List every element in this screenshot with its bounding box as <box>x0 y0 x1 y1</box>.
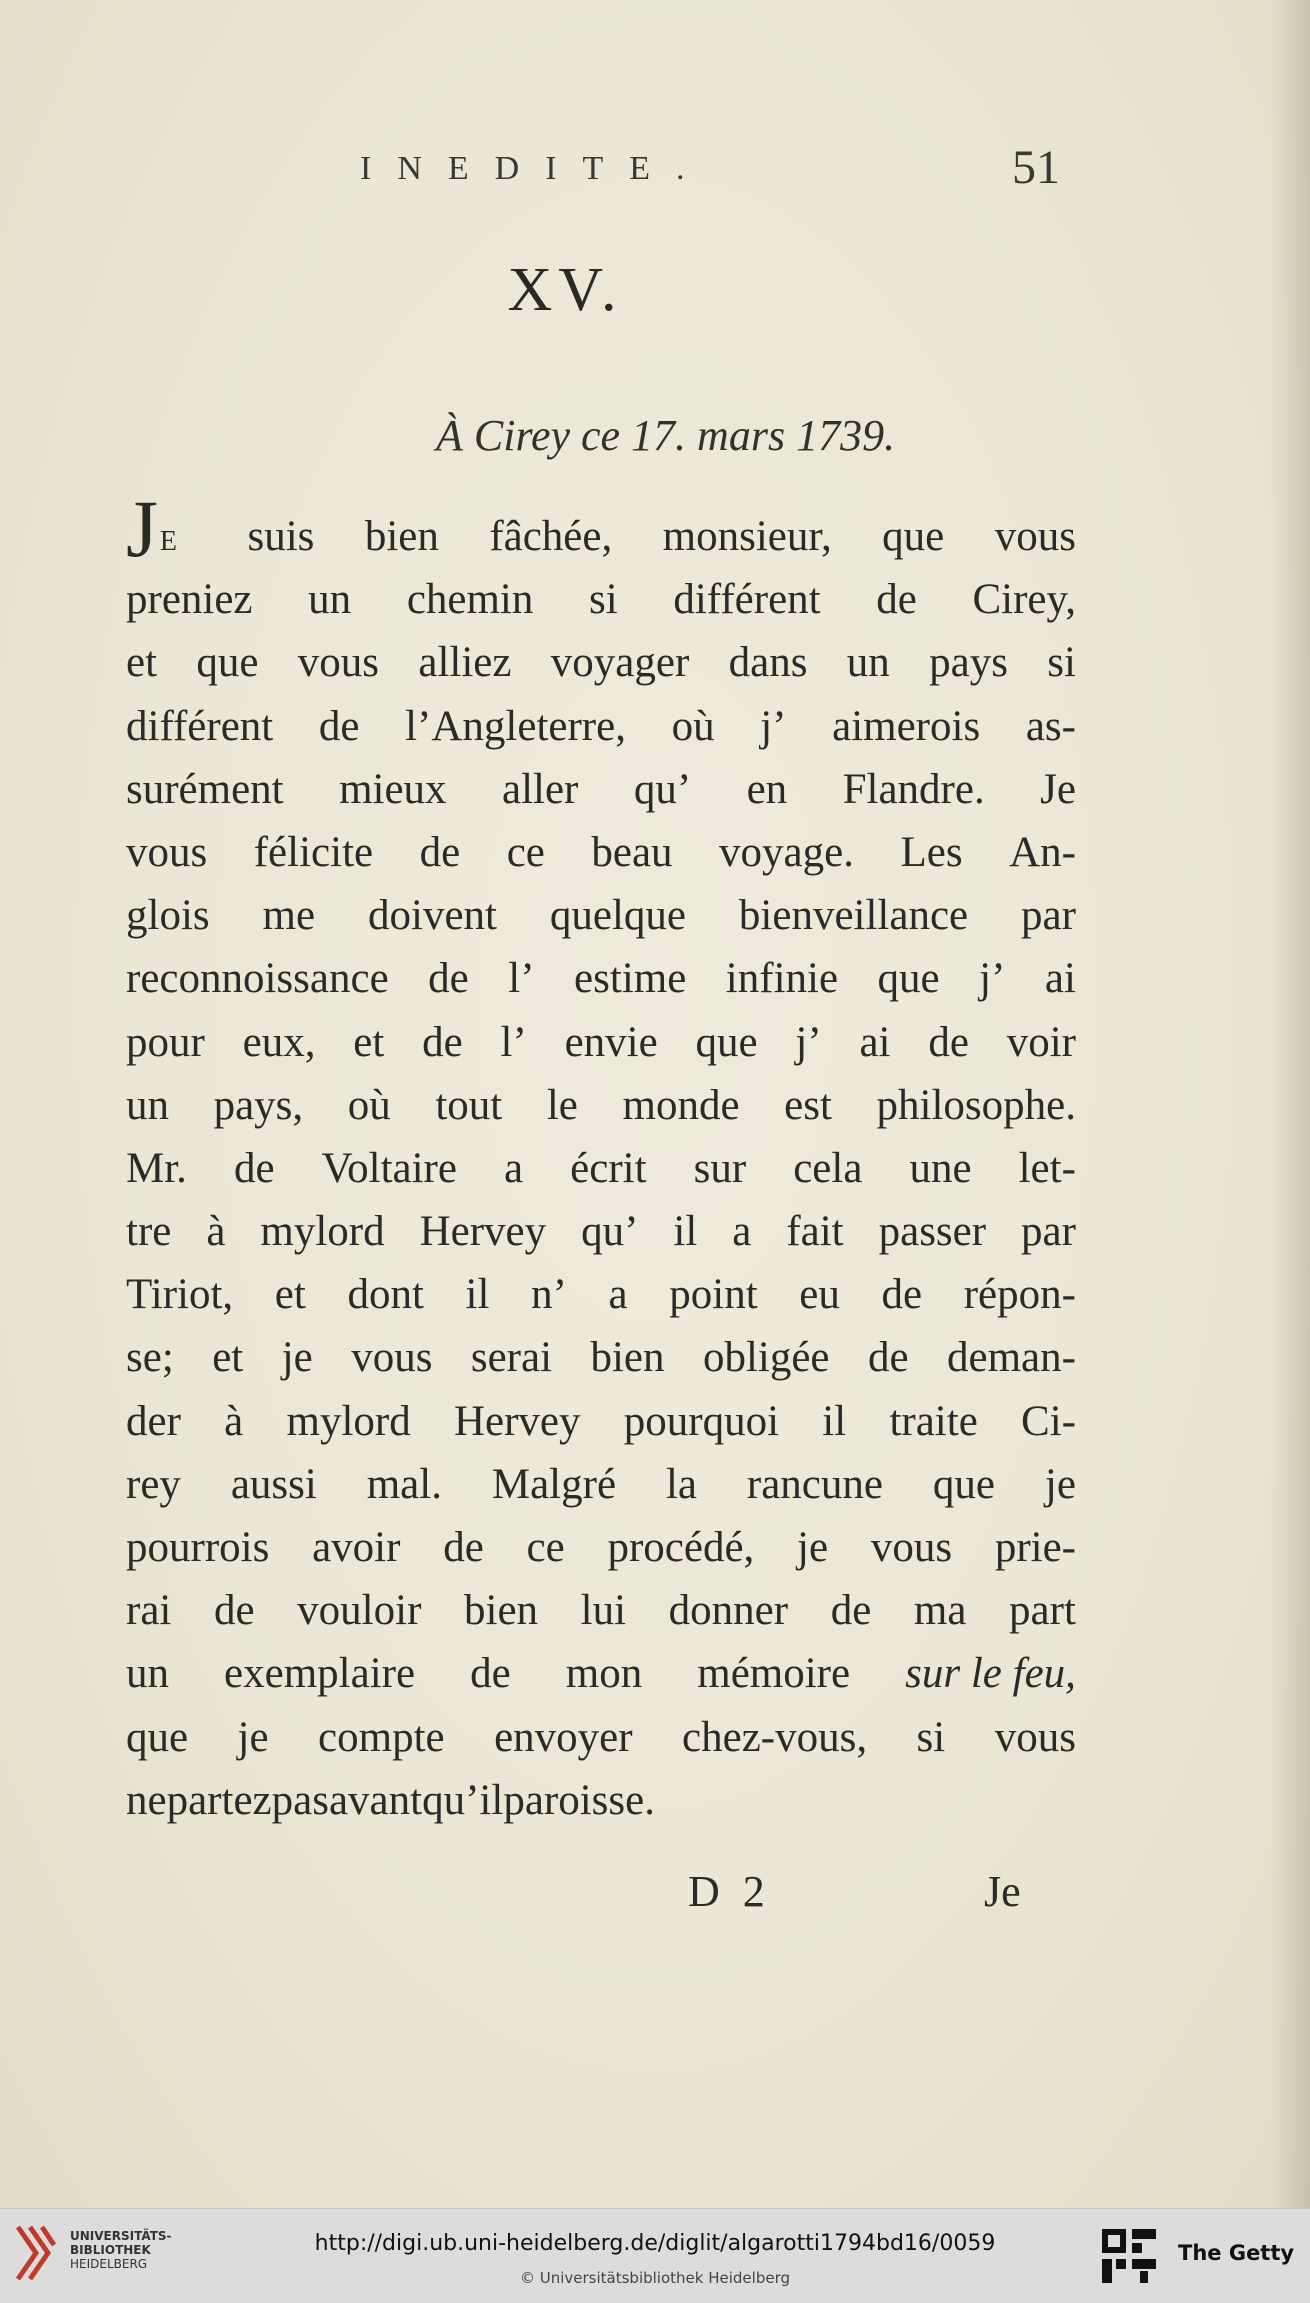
word: eu <box>799 1271 840 1319</box>
page-number: 51 <box>1012 141 1060 194</box>
copyright-notice: © Universitätsbibliothek Heidelberg <box>519 2269 790 2287</box>
word: a <box>608 1271 628 1319</box>
word: est <box>784 1081 832 1129</box>
text-line-first <box>126 483 1076 574</box>
word: me <box>262 892 316 940</box>
word: mémoire <box>697 1650 851 1698</box>
word: de <box>213 1587 255 1635</box>
word: et <box>212 1334 244 1382</box>
word: infinie <box>725 955 839 1003</box>
word: de <box>830 1587 872 1635</box>
permalink-url[interactable]: http://digi.ub.uni-heidelberg.de/diglit/algarotti1794bd16/0059 <box>314 2231 996 2256</box>
word: envoyer <box>494 1713 633 1761</box>
word: écrit <box>570 1144 647 1192</box>
word: rancune <box>746 1460 883 1508</box>
word: vous <box>870 1524 953 1571</box>
getty-name: The Getty <box>1178 2241 1295 2265</box>
word: bien <box>464 1587 539 1635</box>
text-line <box>126 1200 1076 1263</box>
word: as- <box>1025 702 1076 750</box>
word: Flandre. <box>842 765 985 813</box>
footer-bar <box>0 2208 1310 2303</box>
university-library-name <box>70 2229 190 2271</box>
word: dans <box>728 639 808 687</box>
word: je <box>1044 1460 1076 1508</box>
word: sur <box>693 1144 747 1192</box>
word: un <box>126 1650 169 1698</box>
word: j’ <box>795 1018 822 1066</box>
word: voir <box>1006 1018 1076 1066</box>
word: reconnoissance <box>126 955 389 1003</box>
word: compte <box>318 1713 445 1761</box>
word: obligée <box>702 1334 830 1382</box>
text-line <box>126 1769 1076 1832</box>
text-line <box>126 1137 1076 1200</box>
word: si <box>916 1713 946 1761</box>
word: Les <box>900 828 963 876</box>
word: philosophe. <box>876 1081 1076 1129</box>
word: Voltaire <box>321 1144 457 1192</box>
word: je <box>237 1713 269 1761</box>
text-line <box>126 1453 1076 1516</box>
word: fâchée, <box>489 513 613 560</box>
word: il <box>673 1208 698 1256</box>
word: preniez <box>126 576 253 624</box>
signature-mark: D 2 <box>688 1867 771 1916</box>
word: monsieur, <box>662 513 832 560</box>
word: par <box>1021 1208 1076 1256</box>
word: la <box>665 1460 697 1508</box>
word: et <box>353 1018 385 1066</box>
word: mal. <box>366 1460 442 1508</box>
running-head: INEDITE. <box>360 150 711 187</box>
drop-cap: J <box>126 483 158 574</box>
word: il <box>822 1397 847 1445</box>
word: vous <box>126 828 208 876</box>
word: mieux <box>339 765 447 813</box>
word: ne <box>126 1776 167 1824</box>
word: dont <box>347 1271 424 1319</box>
word: si <box>1047 639 1076 687</box>
word: tre <box>126 1208 172 1256</box>
word: de <box>318 702 360 750</box>
word: je <box>797 1524 829 1571</box>
word: pourquoi <box>623 1397 780 1445</box>
word: a <box>504 1144 524 1192</box>
word: Hervey <box>419 1208 547 1256</box>
word: en <box>746 765 788 813</box>
word: il <box>465 1271 490 1319</box>
word: part <box>1009 1587 1076 1635</box>
word: un <box>846 639 890 687</box>
word: Mr. <box>126 1144 187 1192</box>
word: ai <box>859 1018 891 1066</box>
word: différent <box>673 576 821 624</box>
word: beau <box>591 828 673 876</box>
word: le <box>546 1081 578 1129</box>
opening-word <box>126 483 197 574</box>
word: ma <box>913 1587 967 1635</box>
text-line <box>126 1011 1076 1074</box>
word: Cirey, <box>972 576 1076 624</box>
word: une <box>909 1144 972 1192</box>
word: se; <box>126 1334 174 1382</box>
word: Je <box>1040 765 1076 813</box>
small-cap: E <box>159 526 180 557</box>
word: je <box>281 1334 313 1382</box>
library-name-line: UNIVERSITÄTS- <box>70 2229 172 2243</box>
word: si <box>589 576 618 624</box>
word: pourrois <box>126 1524 270 1571</box>
word: aussi <box>230 1460 317 1508</box>
word: que <box>126 1713 189 1761</box>
text-line <box>126 1642 1076 1705</box>
word: à <box>206 1208 226 1256</box>
word: exemplaire <box>224 1650 416 1698</box>
word: qu’ <box>581 1208 639 1256</box>
word: différent <box>126 702 274 750</box>
word: et <box>274 1271 306 1319</box>
text-line <box>126 758 1076 821</box>
word: à <box>224 1397 244 1445</box>
word: de <box>428 955 469 1003</box>
word: de <box>928 1018 969 1066</box>
word: où <box>347 1081 391 1129</box>
dateline: À Cirey ce 17. mars 1739. <box>436 411 896 460</box>
word: estime <box>574 955 687 1003</box>
text-line <box>126 1516 1076 1579</box>
chapter-number: XV. <box>507 256 623 324</box>
word: chemin <box>406 576 534 624</box>
word: vous <box>994 1713 1076 1761</box>
getty-logo-icon <box>1100 2227 1158 2285</box>
word: l’Angleterre, <box>405 702 626 750</box>
word: procédé, <box>607 1524 755 1571</box>
word: alliez <box>418 639 512 687</box>
word: voyager <box>550 639 690 687</box>
text-line <box>126 1579 1076 1642</box>
word: il <box>479 1776 504 1824</box>
word: a <box>732 1208 752 1256</box>
word: doivent <box>368 892 497 940</box>
word: An- <box>1009 828 1076 876</box>
word: traite <box>889 1397 978 1445</box>
word: quelque <box>549 892 687 940</box>
word: qu’ <box>422 1776 480 1824</box>
word: aller <box>501 765 579 813</box>
word: point <box>669 1271 758 1319</box>
text-line <box>126 695 1076 758</box>
word: répon- <box>963 1271 1076 1319</box>
word: de <box>443 1524 484 1571</box>
word: de <box>876 576 917 624</box>
text-line <box>126 1074 1076 1137</box>
word: pays <box>929 639 1008 687</box>
word: de <box>470 1650 511 1698</box>
word: de <box>867 1334 909 1382</box>
word: de <box>881 1271 923 1319</box>
word: fait <box>786 1208 844 1256</box>
word: ce <box>506 828 545 876</box>
word: let- <box>1018 1144 1076 1192</box>
word: tout <box>435 1081 503 1129</box>
word: l’ <box>500 1018 527 1066</box>
word: de <box>422 1018 463 1066</box>
word: passer <box>878 1208 987 1256</box>
word: que <box>196 639 259 687</box>
word: l’ <box>508 955 535 1003</box>
text-line <box>126 1326 1076 1389</box>
word: rey <box>126 1460 181 1508</box>
word: prie- <box>994 1524 1076 1571</box>
word: suis <box>247 513 315 560</box>
word: Malgré <box>491 1460 617 1508</box>
word: pas <box>271 1776 329 1824</box>
text-line <box>126 947 1076 1010</box>
word: pays, <box>213 1081 304 1129</box>
word: un <box>308 576 352 624</box>
word: où <box>671 702 715 750</box>
word: que <box>932 1460 995 1508</box>
word: Hervey <box>453 1397 581 1445</box>
word: bienveillance <box>738 892 969 940</box>
word: pour <box>126 1018 205 1066</box>
word: sur le feu, <box>905 1650 1076 1698</box>
word: ce <box>526 1524 565 1571</box>
word: donner <box>668 1587 789 1635</box>
library-name-line: BIBLIOTHEK <box>70 2243 151 2257</box>
word: der <box>126 1397 181 1445</box>
word: surément <box>126 765 284 813</box>
text-line <box>126 1390 1076 1453</box>
word: chez-vous, <box>682 1713 868 1761</box>
text-line <box>126 568 1076 631</box>
word: ai <box>1044 955 1076 1003</box>
word: vous <box>297 639 380 687</box>
word: que <box>695 1018 758 1066</box>
word: vouloir <box>297 1587 422 1635</box>
word: eux, <box>242 1018 316 1066</box>
text-line <box>126 631 1076 694</box>
word: qu’ <box>633 765 692 813</box>
word: lui <box>580 1587 627 1635</box>
word: j’ <box>760 702 787 750</box>
word: envie <box>564 1018 658 1066</box>
word: n’ <box>531 1271 567 1319</box>
word: un <box>126 1081 169 1129</box>
word: monde <box>622 1081 740 1129</box>
text-line <box>126 821 1076 884</box>
word: aimerois <box>832 702 981 750</box>
text-line <box>126 884 1076 947</box>
word: paroisse. <box>503 1776 655 1824</box>
word: deman- <box>947 1334 1076 1382</box>
word: par <box>1021 892 1076 940</box>
catchword: Je <box>984 1867 1021 1916</box>
word: félicite <box>253 828 374 876</box>
word: bien <box>590 1334 665 1382</box>
word: avant <box>328 1776 423 1824</box>
library-name-line: HEIDELBERG <box>70 2257 148 2271</box>
word: partez <box>166 1776 272 1824</box>
word: cela <box>793 1144 863 1192</box>
text-line <box>126 1263 1076 1326</box>
word: vous <box>351 1334 433 1382</box>
word: de <box>233 1144 275 1192</box>
word: que <box>882 513 945 560</box>
word: mon <box>565 1650 643 1698</box>
word: mylord <box>286 1397 411 1445</box>
word: voyage. <box>719 828 854 876</box>
word: mylord <box>260 1208 385 1256</box>
word: Tiriot, <box>126 1271 234 1319</box>
word: rai <box>126 1587 172 1635</box>
letter-body <box>126 483 1076 1832</box>
word: serai <box>470 1334 553 1382</box>
university-library-logo-icon <box>14 2223 58 2283</box>
word: avoir <box>312 1524 401 1571</box>
text-line <box>126 1706 1076 1769</box>
word: que <box>877 955 940 1003</box>
word: j’ <box>979 955 1006 1003</box>
word: et <box>126 639 158 687</box>
word: glois <box>126 892 210 940</box>
word: vous <box>994 513 1076 560</box>
word: bien <box>364 513 439 560</box>
word: de <box>419 828 461 876</box>
word: Ci- <box>1021 1397 1076 1445</box>
